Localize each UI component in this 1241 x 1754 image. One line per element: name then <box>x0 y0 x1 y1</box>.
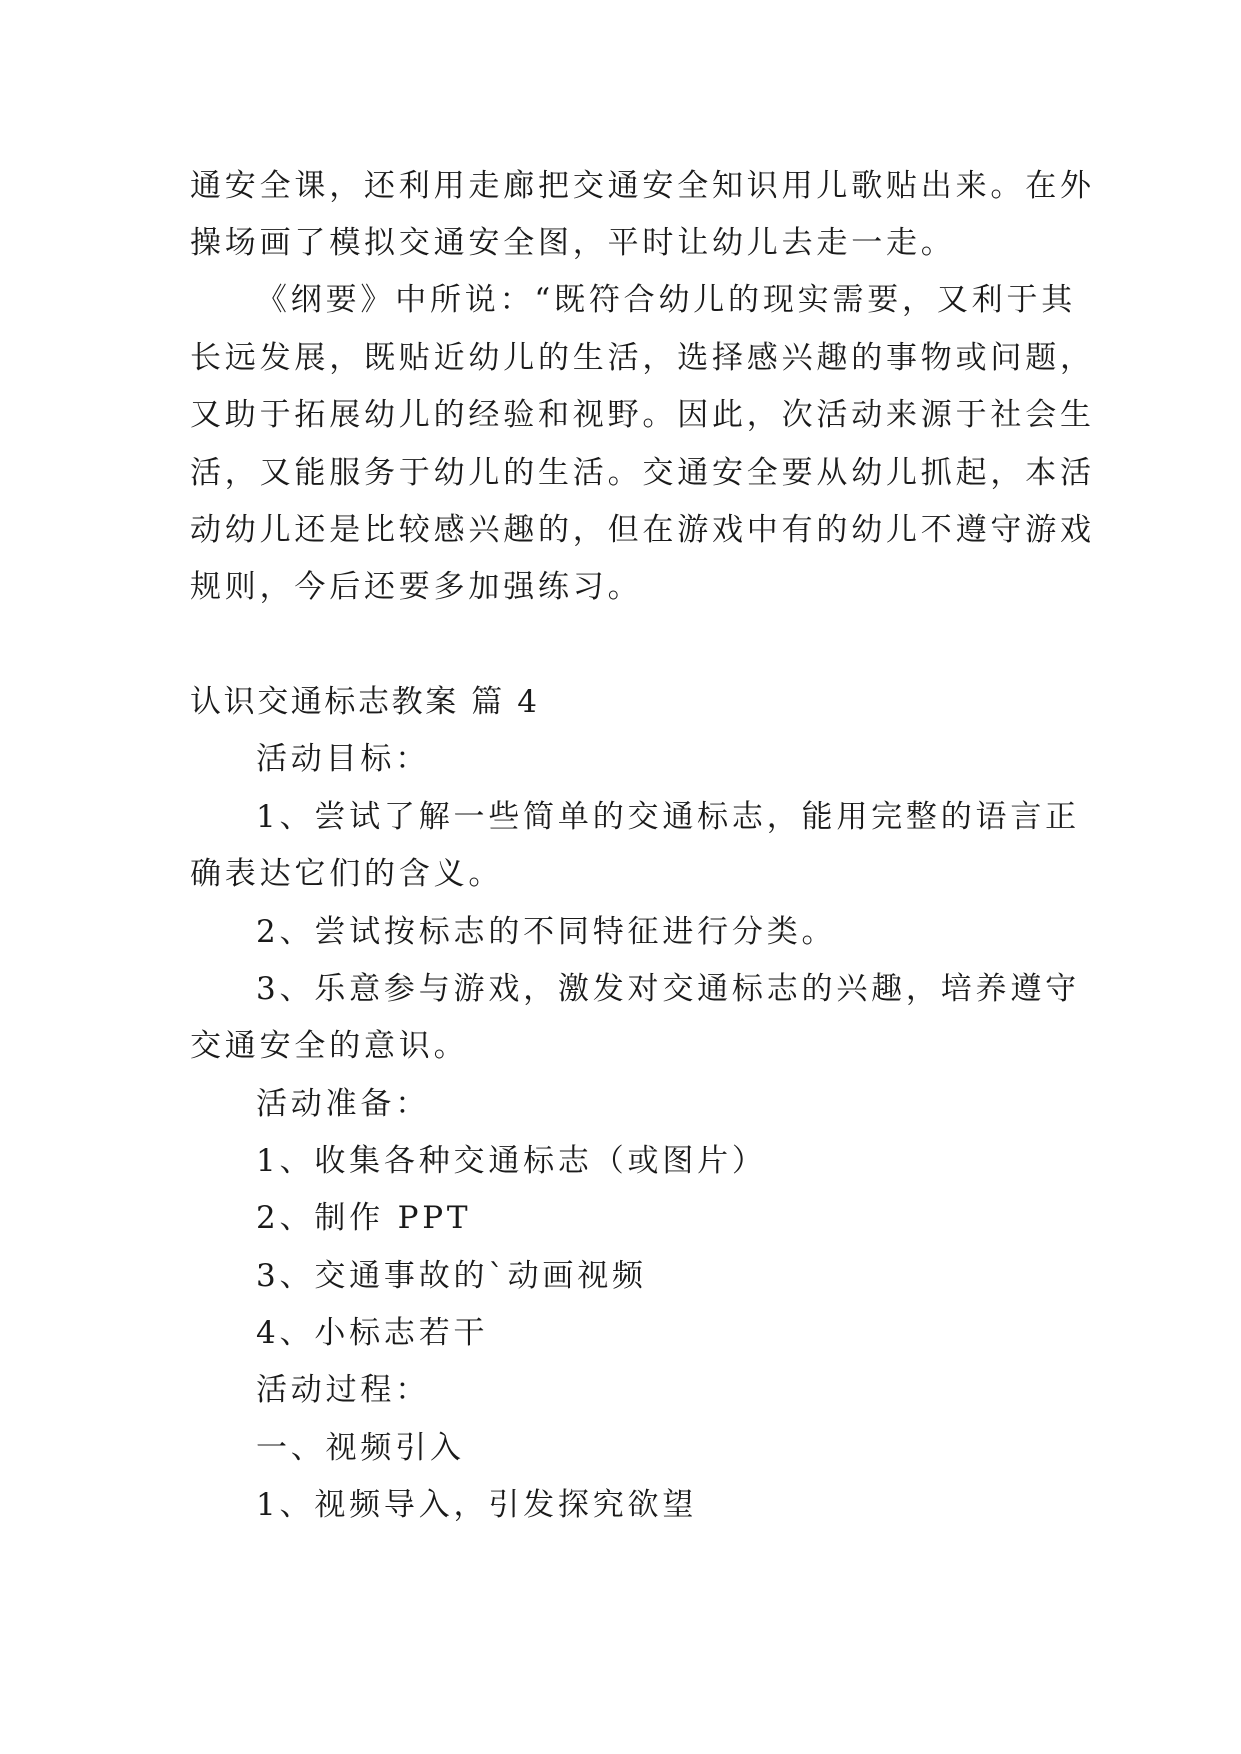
list-item-continuation: 确表达它们的含义。 <box>190 856 504 892</box>
paragraph-line: 规则，今后还要多加强练习。 <box>190 569 643 605</box>
list-item: 一、视频引入 <box>256 1430 465 1466</box>
list-item: 3、交通事故的`动画视频 <box>256 1258 647 1294</box>
paragraph-line: 通安全课，还利用走廊把交通安全知识用儿歌贴出来。在外 <box>190 168 1095 204</box>
paragraph-line: 又助于拓展幼儿的经验和视野。因此，次活动来源于社会生 <box>190 397 1095 433</box>
list-item-continuation: 交通安全的意识。 <box>190 1028 469 1064</box>
paragraph-line: 《纲要》中所说：“既符合幼儿的现实需要，又利于其 <box>256 282 1077 318</box>
paragraph-line: 活，又能服务于幼儿的生活。交通安全要从幼儿抓起，本活 <box>190 455 1095 491</box>
paragraph-line: 长远发展，既贴近幼儿的生活，选择感兴趣的事物或问题， <box>190 340 1095 376</box>
list-item: 1、尝试了解一些简单的交通标志，能用完整的语言正 <box>256 799 1080 835</box>
subheading: 活动目标： <box>256 741 430 777</box>
list-item: 2、尝试按标志的不同特征进行分类。 <box>256 914 837 950</box>
list-item: 3、乐意参与游戏，激发对交通标志的兴趣，培养遵守 <box>256 971 1080 1007</box>
paragraph-line: 动幼儿还是比较感兴趣的，但在游戏中有的幼儿不遵守游戏 <box>190 512 1095 548</box>
subheading: 活动准备： <box>256 1086 430 1122</box>
list-item: 2、制作 PPT <box>256 1200 472 1236</box>
list-item: 1、收集各种交通标志（或图片） <box>256 1143 767 1179</box>
paragraph-line: 操场画了模拟交通安全图，平时让幼儿去走一走。 <box>190 225 956 261</box>
section-heading: 认识交通标志教案 篇 4 <box>190 684 540 720</box>
subheading: 活动过程： <box>256 1372 430 1408</box>
list-item: 4、小标志若干 <box>256 1315 489 1351</box>
list-item: 1、视频导入，引发探究欲望 <box>256 1487 698 1523</box>
